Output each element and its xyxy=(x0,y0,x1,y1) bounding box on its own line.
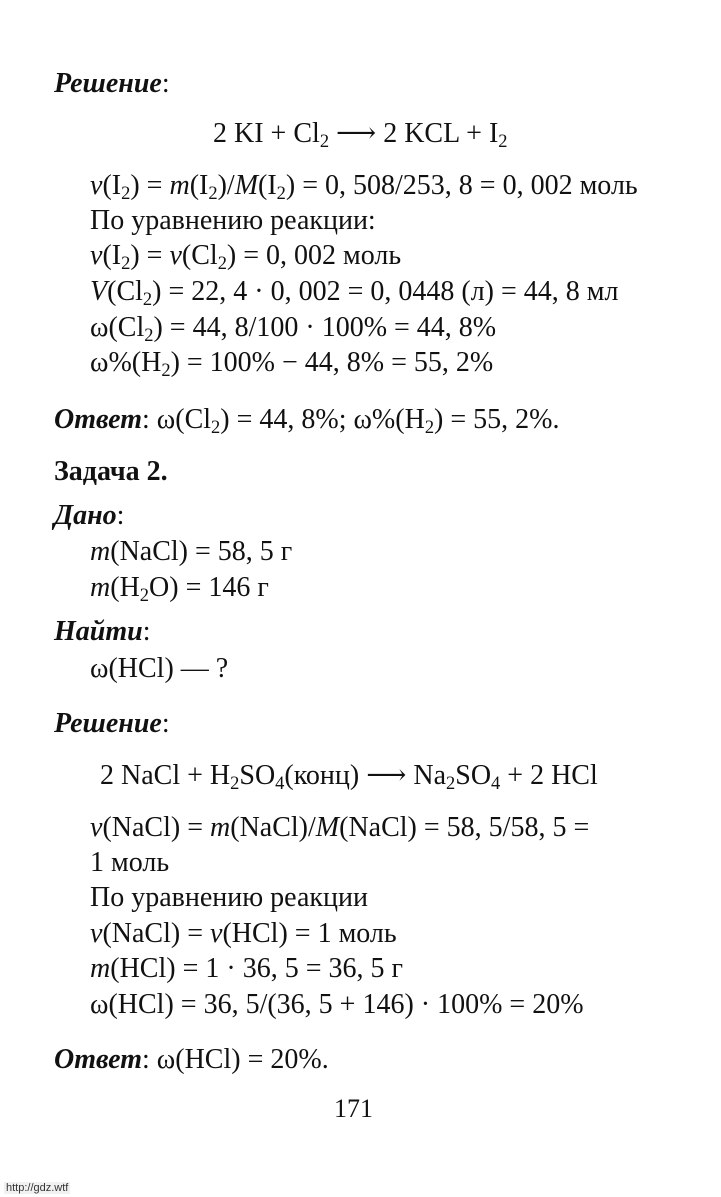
calc-line-7: ν(NaCl) = m(NaCl)/M(NaCl) = 58, 5/58, 5 = xyxy=(90,812,590,843)
calc-line-6: $\omega\%(H_2) = 100\% - 44$, 8% = 55, 2% xyxy=(90,347,494,381)
calc-line-8: По уравнению реакции xyxy=(90,882,368,913)
given-line-2: $m(H_2O) = 146$ г xyxy=(90,572,269,606)
calc-line-2: По уравнению реакции: xyxy=(90,205,376,236)
calc-line-4: $V(Cl_2) = 22$, 4 · 0, 002 = 0, 0448 (л) = 44, 8 мл xyxy=(90,276,619,310)
calc-line-3: $\nu(I_2) = \nu(Cl_2) = 0$, 002 моль xyxy=(90,240,402,274)
watermark-link[interactable]: http://gdz.wtf xyxy=(6,1182,69,1194)
page-number: 171 xyxy=(334,1094,373,1123)
calc-line-10: m(HCl) = 1 · 36, 5 = 36, 5 г xyxy=(90,953,403,984)
calc-line-9: ν(NaCl) = ν(HCl) = 1 моль xyxy=(90,918,397,949)
answer-1: Ответ: $\omega(Cl_2) = 44$, 8%; $\omega\%(H_2) = 55$, 2%. xyxy=(54,404,560,438)
given-heading: Дано: xyxy=(54,500,125,531)
reaction-equation-1: 2 KI + $Cl_2$ ⟶ 2 KCL + $I_2$ xyxy=(213,118,508,152)
find-heading: Найти: xyxy=(54,616,151,647)
calc-line-5: $\omega(Cl_2) = 44$, 8/100 · 100% = 44, 8% xyxy=(90,312,497,346)
calc-line-7-cont: 1 моль xyxy=(90,847,170,878)
solution-heading-2: Решение: xyxy=(54,708,170,739)
answer-2: Ответ: ω(HCl) = 20%. xyxy=(54,1044,329,1075)
find-line-1: ω(HCl) — ? xyxy=(90,653,229,684)
given-line-1: m(NaCl) = 58, 5 г xyxy=(90,536,293,567)
reaction-equation-2: 2 NaCl + $H_2SO_4(конц)$ ⟶ $Na_2SO_4 + 2$ HCl xyxy=(100,760,598,794)
solution-heading-1: Решение: xyxy=(54,68,170,99)
calc-line-11: ω(HCl) = 36, 5/(36, 5 + 146) · 100% = 20% xyxy=(90,989,584,1020)
task-2-heading: Задача 2. xyxy=(54,456,168,487)
calc-line-1: $\nu(I_2) = m(I_2)/M(I_2) = 0$, 508/253, 8 = 0, 002 моль xyxy=(90,170,638,204)
